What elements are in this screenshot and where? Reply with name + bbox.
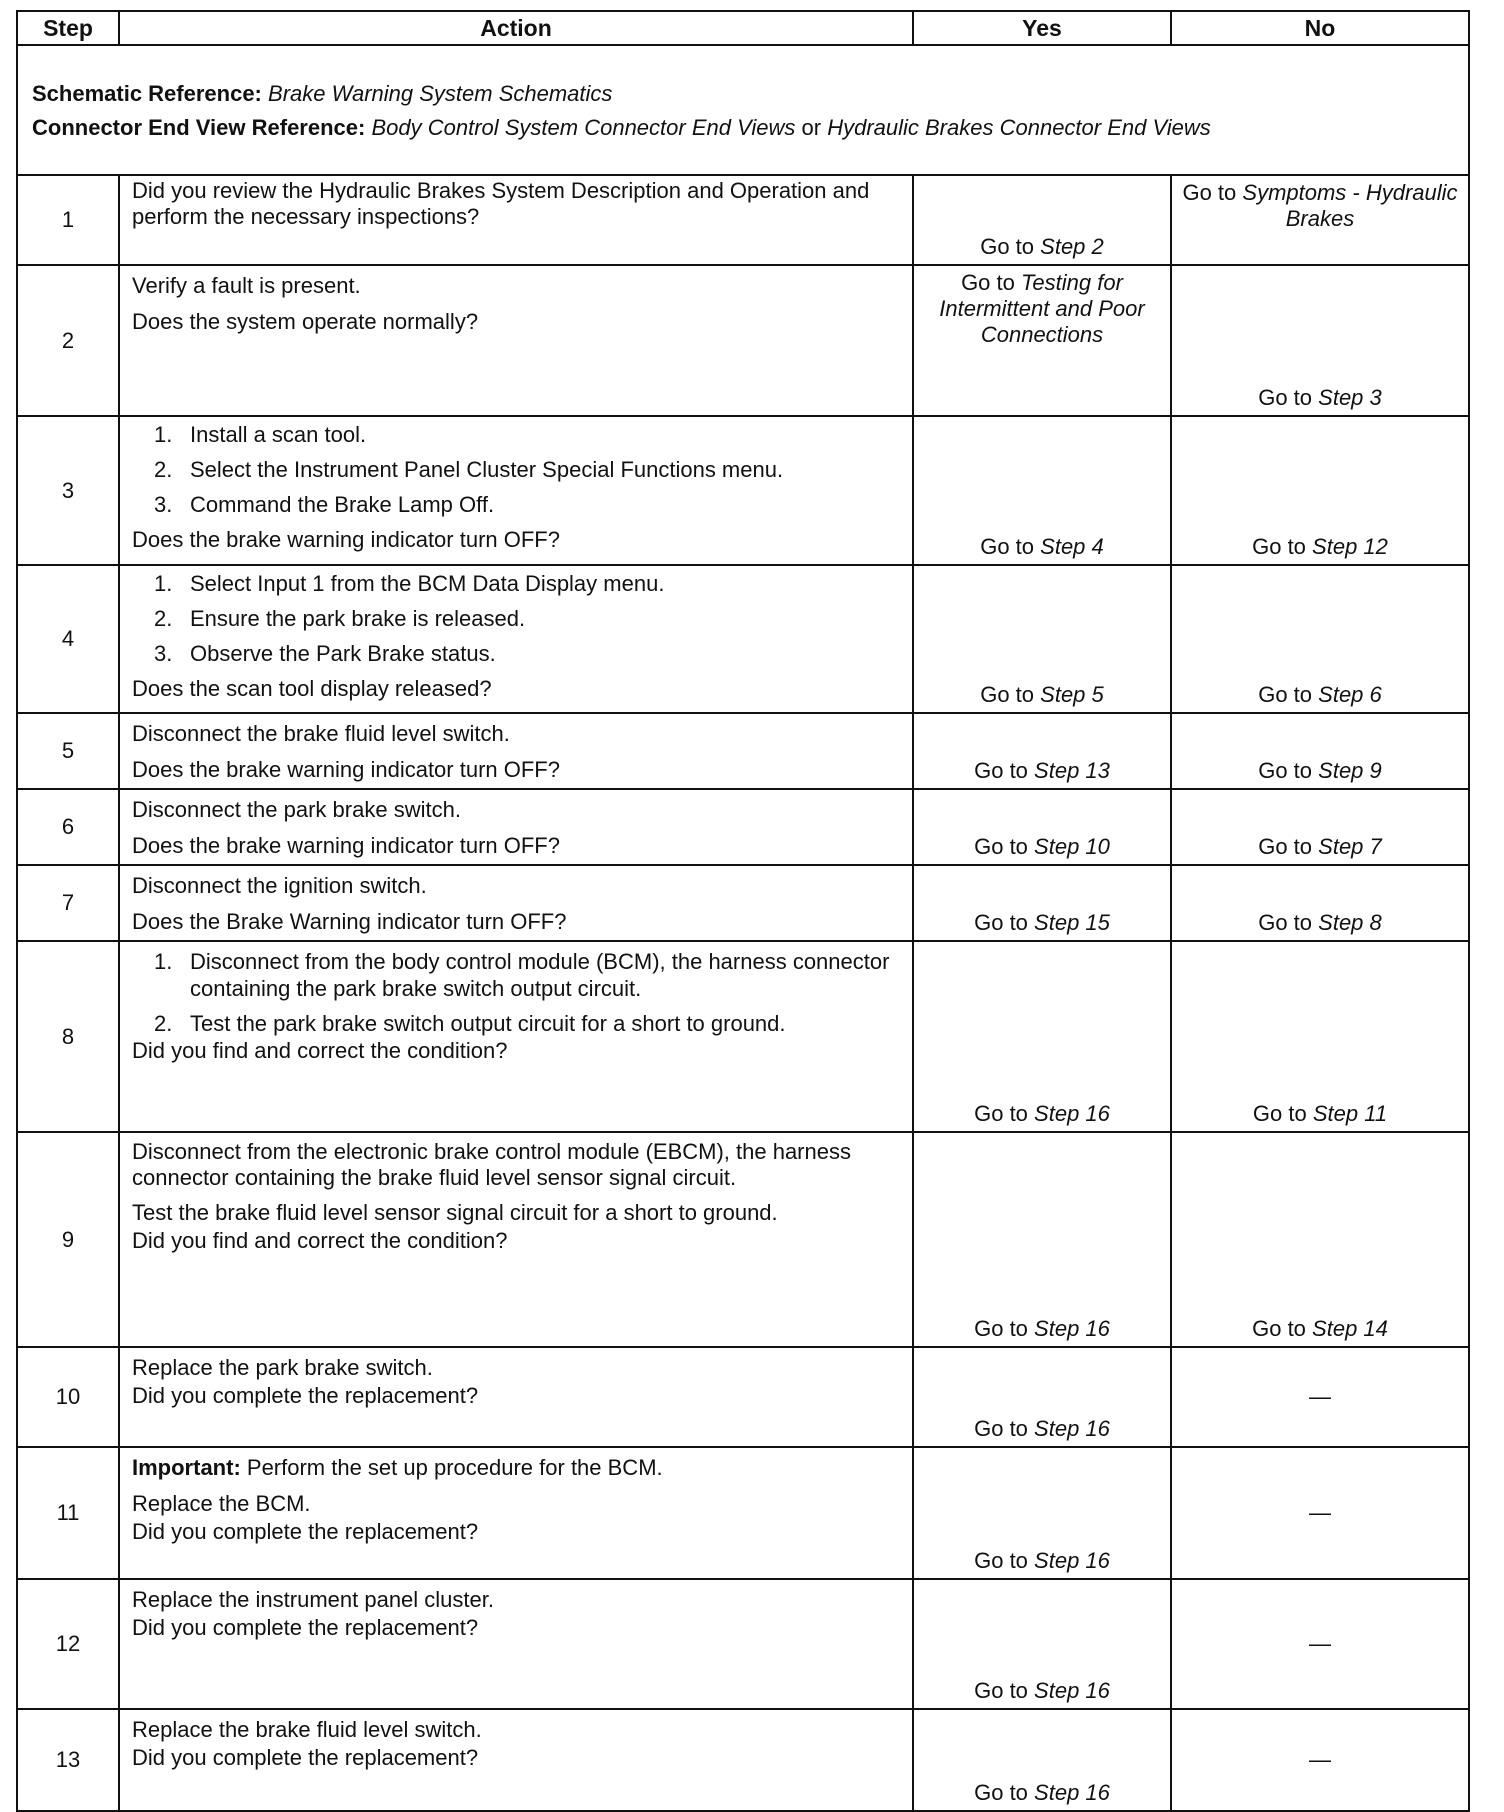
action-cell [119,1347,913,1447]
list-item-number: 3. [154,492,173,517]
table-row [17,789,1469,865]
list-item [132,640,904,667]
action-question: Did you complete the replacement? [132,1745,479,1770]
step-number: 11 [17,1447,119,1579]
list-item-number: 1. [154,422,173,447]
action-text: Disconnect the park brake switch. [132,797,461,822]
important-note [132,1454,904,1482]
no-link[interactable]: Step 9 [1318,758,1382,783]
yes-prefix: Go to [974,1101,1028,1126]
no-link[interactable]: Step 12 [1312,534,1388,559]
action-text: Replace the park brake switch. [132,1355,433,1380]
yes-cell [913,789,1171,865]
yes-cell [913,1579,1171,1709]
action-text: Disconnect the ignition switch. [132,873,427,898]
no-prefix: Go to [1252,534,1306,559]
yes-prefix: Go to [980,682,1035,707]
connector-reference-label: Connector End View Reference: [32,115,366,140]
list-item-text: Install a scan tool. [190,422,367,447]
connector-reference-link-1[interactable]: Body Control System Connector End Views [371,115,796,140]
yes-link[interactable]: Step 16 [1034,1101,1110,1126]
yes-link[interactable]: Step 16 [1034,1548,1110,1573]
important-text: Perform the set up procedure for the BCM. [246,1455,663,1480]
no-dash: — [1309,1500,1331,1525]
list-item [132,1010,904,1037]
list-item [132,491,904,518]
no-cell [1171,1132,1469,1347]
yes-cell [913,1347,1171,1447]
yes-prefix: Go to [974,1678,1028,1703]
list-item-number: 3. [154,641,173,666]
step-number: 2 [17,265,119,416]
important-label: Important: [132,1455,241,1480]
no-dash: — [1309,1384,1331,1409]
reference-row [17,45,1469,175]
step-number: 3 [17,416,119,565]
yes-link[interactable]: Step 16 [1034,1316,1110,1341]
action-steps-list [132,570,904,667]
table-row [17,175,1469,265]
no-prefix: Go to [1258,834,1313,859]
list-item-text: Test the park brake switch output circuit for a short to ground. [190,1011,786,1036]
yes-prefix: Go to [974,758,1028,783]
yes-cell [913,941,1171,1132]
action-text: Disconnect from the electronic brake control module (EBCM), the harness connector containing the brake fluid level sensor signal circuit. [132,1139,851,1190]
no-prefix: Go to [1182,180,1237,205]
yes-prefix: Go to [980,234,1035,259]
no-cell [1171,1579,1469,1709]
table-row [17,565,1469,713]
no-prefix: Go to [1258,682,1313,707]
action-content [132,1350,904,1410]
yes-cell [913,416,1171,565]
yes-cell [913,175,1171,265]
action-cell [119,565,913,713]
yes-cell [913,713,1171,789]
list-item-number: 2. [154,1011,173,1036]
yes-prefix: Go to [974,1316,1028,1341]
yes-cell [913,1709,1171,1811]
list-item-text: Observe the Park Brake status. [190,641,496,666]
action-cell [119,265,913,416]
action-cell [119,416,913,565]
no-link[interactable]: Step 6 [1318,682,1382,707]
no-link[interactable]: Step 14 [1312,1316,1388,1341]
yes-link[interactable]: Step 2 [1040,234,1104,259]
yes-link[interactable]: Step 16 [1034,1780,1110,1805]
no-prefix: Go to [1258,758,1313,783]
action-steps-list [132,421,904,518]
action-cell [119,175,913,265]
header-step: Step [17,11,119,45]
connector-reference-link-2[interactable]: Hydraulic Brakes Connector End Views [827,115,1211,140]
action-text: Disconnect the brake fluid level switch. [132,721,510,746]
step-number: 7 [17,865,119,941]
yes-prefix: Go to [974,1780,1028,1805]
yes-cell [913,265,1171,416]
list-item [132,421,904,448]
action-question: Did you complete the replacement? [132,1615,479,1640]
yes-cell [913,1132,1171,1347]
action-content [132,1712,904,1772]
yes-link[interactable]: Step 16 [1034,1678,1110,1703]
no-link[interactable]: Step 3 [1318,385,1382,410]
header-no: No [1171,11,1469,45]
action-question: Did you complete the replacement? [132,1383,479,1408]
list-item [132,605,904,632]
table-row [17,416,1469,565]
yes-prefix: Go to [974,910,1028,935]
no-cell [1171,1709,1469,1811]
no-cell [1171,1447,1469,1579]
action-question: Did you complete the replacement? [132,1519,479,1544]
no-cell [1171,941,1469,1132]
table-row [17,1132,1469,1347]
yes-prefix: Go to [974,1416,1028,1441]
no-link[interactable]: Symptoms - Hydraulic Brakes [1242,180,1458,231]
action-question: Did you find and correct the condition? [132,1228,508,1253]
table-row [17,1709,1469,1811]
table-row [17,265,1469,416]
action-question: Does the brake warning indicator turn OFF? [132,833,560,858]
schematic-reference [32,81,1454,107]
header-action: Action [119,11,913,45]
step-number: 10 [17,1347,119,1447]
reference-cell [17,45,1469,175]
step-number: 6 [17,789,119,865]
yes-cell [913,565,1171,713]
table-row [17,1447,1469,1579]
schematic-reference-label: Schematic Reference: [32,81,262,106]
no-cell [1171,265,1469,416]
action-content [132,1582,904,1642]
action-question: Does the scan tool display released? [132,676,492,701]
no-link[interactable]: Step 7 [1318,834,1382,859]
action-cell [119,789,913,865]
action-text: Verify a fault is present. [132,273,361,298]
yes-prefix: Go to [980,534,1035,559]
connector-reference [32,115,1454,141]
list-item-number: 1. [154,949,173,974]
action-question: Did you find and correct the condition? [132,1038,508,1063]
no-prefix: Go to [1252,1101,1307,1126]
yes-link[interactable]: Step 13 [1034,758,1110,783]
header-yes: Yes [913,11,1171,45]
list-item-number: 2. [154,457,173,482]
step-number: 13 [17,1709,119,1811]
step-number: 4 [17,565,119,713]
list-item-text: Select Input 1 from the BCM Data Display menu. [190,571,665,596]
no-cell [1171,789,1469,865]
header-row [17,11,1469,45]
yes-link[interactable]: Step 4 [1040,534,1104,559]
action-cell [119,1132,913,1347]
no-cell [1171,175,1469,265]
action-text-group [132,1450,904,1518]
list-item-text: Command the Brake Lamp Off. [190,492,495,517]
yes-cell [913,1447,1171,1579]
yes-prefix: Go to [974,1548,1028,1573]
table-row [17,1347,1469,1447]
action-content [132,1135,904,1255]
step-number: 5 [17,713,119,789]
diagnostic-table [16,10,1470,1812]
action-cell [119,865,913,941]
action-cell [119,941,913,1132]
action-steps-list [132,946,904,1037]
action-question: Did you review the Hydraulic Brakes System Description and Operation and perform the necessary inspections? [132,178,870,229]
list-item [132,570,904,597]
action-text-group [132,1135,904,1227]
table-row [17,1579,1469,1709]
no-cell [1171,1347,1469,1447]
list-item-number: 1. [154,571,173,596]
yes-prefix: Go to [974,834,1028,859]
action-cell [119,713,913,789]
step-number: 12 [17,1579,119,1709]
list-item [132,456,904,483]
schematic-reference-link[interactable]: Brake Warning System Schematics [268,81,613,106]
step-number: 1 [17,175,119,265]
yes-link[interactable]: Step 10 [1034,834,1110,859]
action-question: Does the system operate normally? [132,309,479,334]
action-question: Does the brake warning indicator turn OFF? [132,527,560,552]
step-number: 8 [17,941,119,1132]
no-link[interactable]: Step 8 [1318,910,1382,935]
action-text: Test the brake fluid level sensor signal circuit for a short to ground. [132,1200,778,1225]
step-number: 9 [17,1132,119,1347]
action-text: Replace the brake fluid level switch. [132,1717,482,1742]
action-cell [119,1447,913,1579]
no-dash: — [1309,1631,1331,1656]
yes-cell [913,865,1171,941]
table-row [17,713,1469,789]
yes-link[interactable]: Step 5 [1040,682,1104,707]
yes-link[interactable]: Testing for Intermittent and Poor Connections [939,270,1145,347]
no-cell [1171,713,1469,789]
list-item-text: Disconnect from the body control module (BCM), the harness connector containing the park brake switch output circuit. [190,949,890,1001]
no-prefix: Go to [1258,910,1313,935]
no-cell [1171,416,1469,565]
action-content [132,944,904,1065]
yes-link[interactable]: Step 16 [1034,1416,1110,1441]
action-content [132,1450,904,1546]
action-cell [119,1709,913,1811]
no-cell [1171,565,1469,713]
action-question: Does the brake warning indicator turn OFF? [132,757,560,782]
yes-link[interactable]: Step 15 [1034,910,1110,935]
yes-prefix: Go to [961,270,1015,295]
action-cell [119,1579,913,1709]
list-item-number: 2. [154,606,173,631]
table-row [17,941,1469,1132]
no-link[interactable]: Step 11 [1312,1101,1388,1126]
table-row [17,865,1469,941]
no-prefix: Go to [1258,385,1313,410]
list-item [132,948,904,1002]
action-question: Does the Brake Warning indicator turn OFF? [132,909,567,934]
connector-reference-or: or [801,115,822,140]
list-item-text: Select the Instrument Panel Cluster Special Functions menu. [190,457,784,482]
action-text: Replace the instrument panel cluster. [132,1587,494,1612]
no-prefix: Go to [1252,1316,1306,1341]
list-item-text: Ensure the park brake is released. [190,606,526,631]
no-cell [1171,865,1469,941]
no-dash: — [1309,1747,1331,1772]
action-text: Replace the BCM. [132,1491,311,1516]
